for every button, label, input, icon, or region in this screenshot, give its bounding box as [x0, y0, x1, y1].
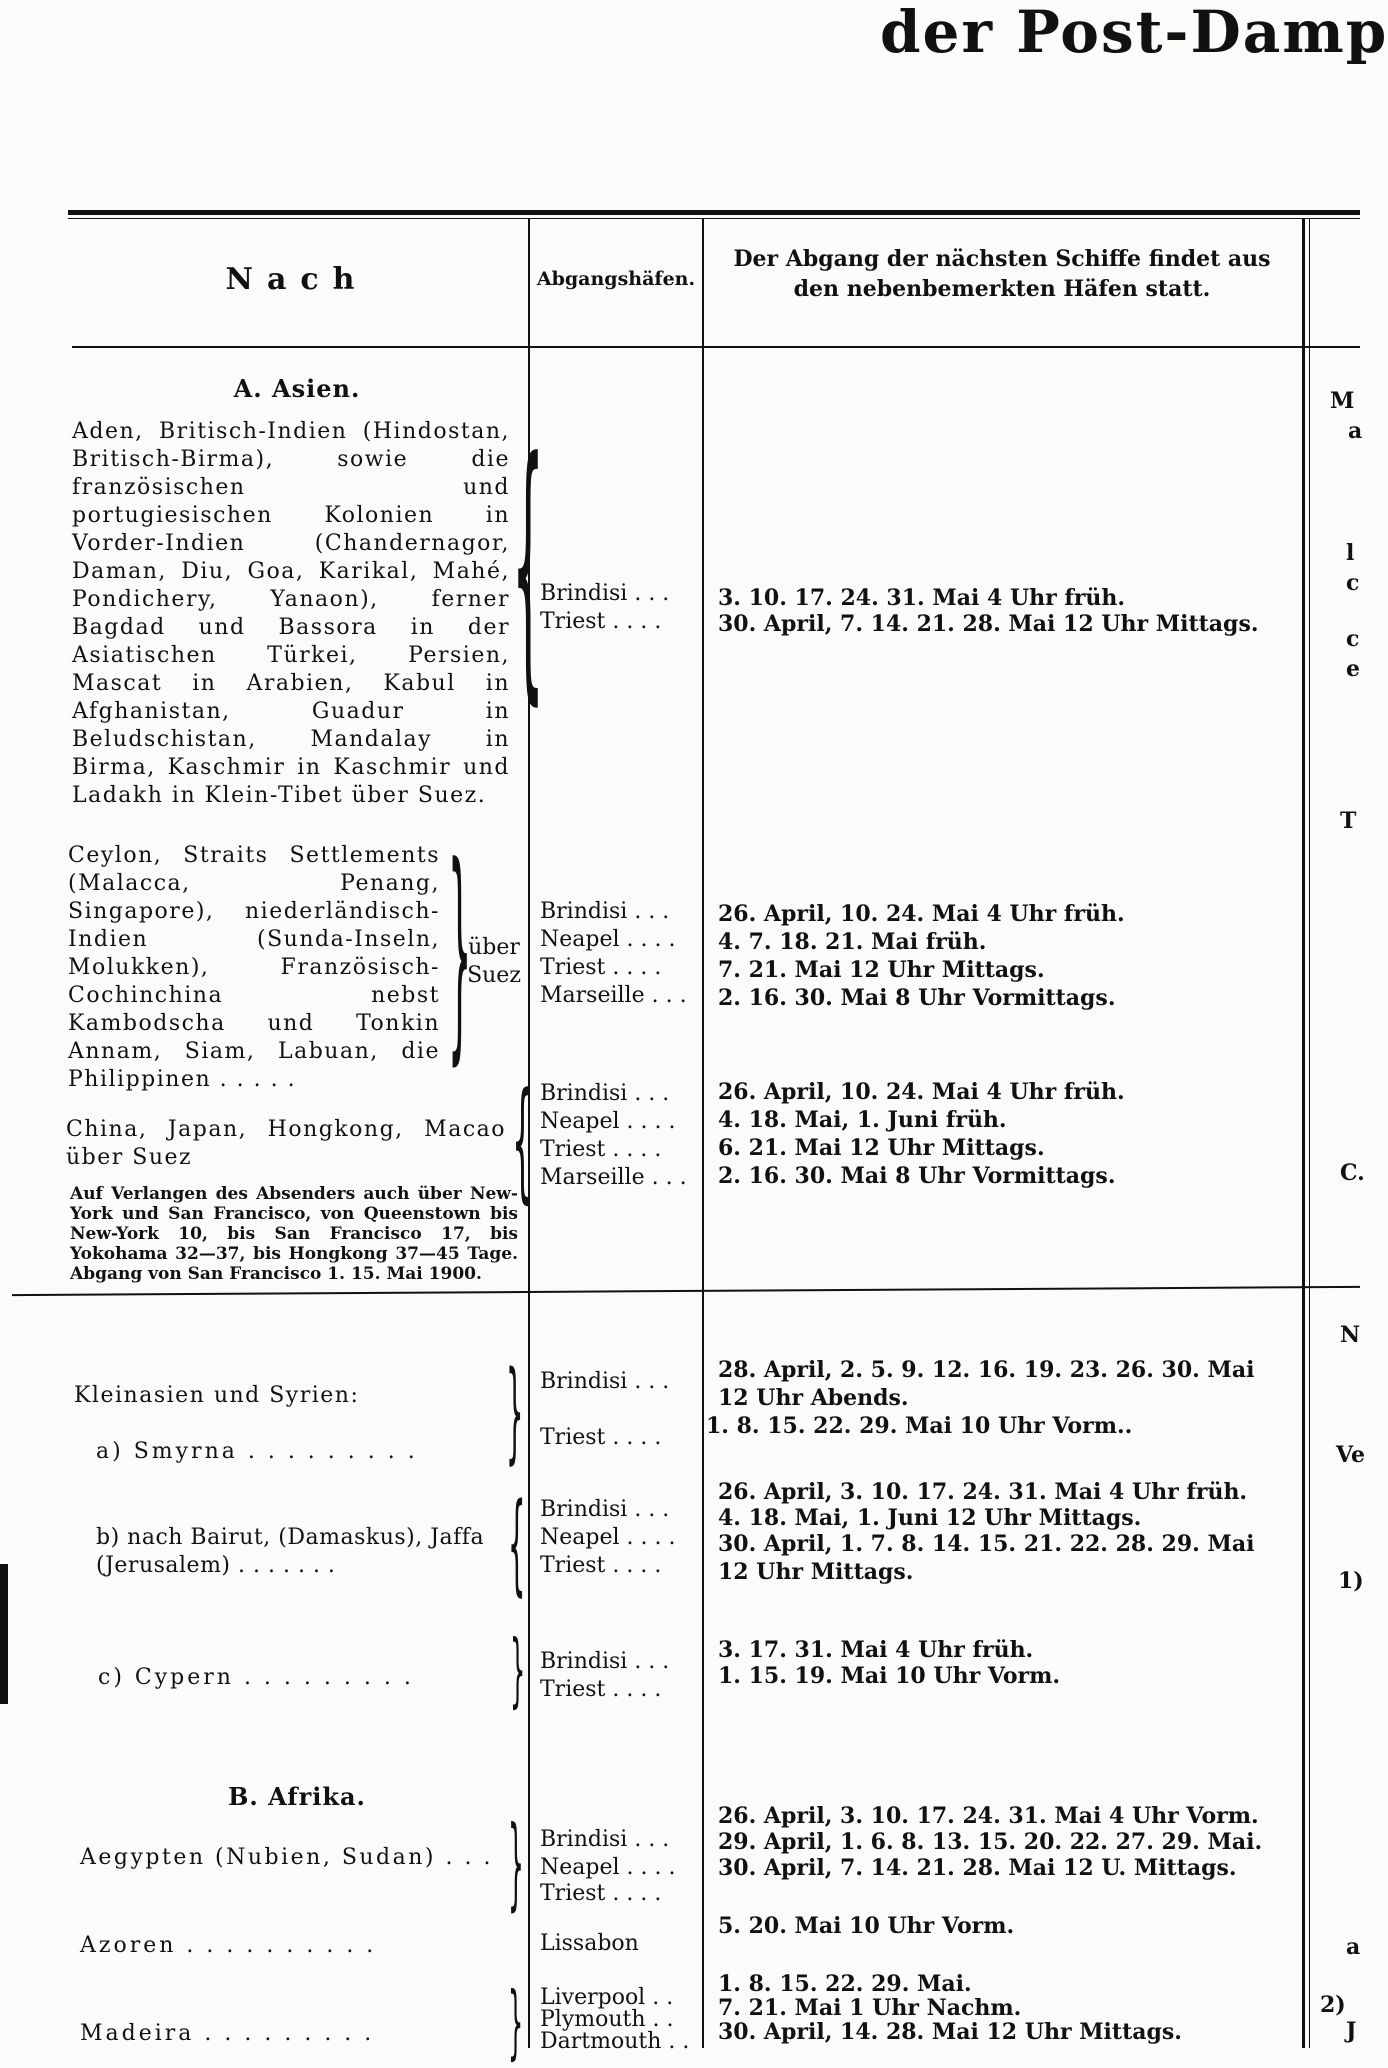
- schedule-ceylon-3: 7. 21. Mai 12 Uhr Mittags.: [718, 957, 1045, 983]
- schedule-aegypten-2: 29. April, 1. 6. 8. 13. 15. 20. 22. 27. 29. Mai.: [718, 1829, 1263, 1855]
- table-top-rule: [68, 210, 1360, 215]
- column-header-abgang: Der Abgang der nächsten Schiffe findet aus den nebenbemerkten Häfen statt.: [733, 246, 1271, 302]
- schedule-ceylon-2: 4. 7. 18. 21. Mai früh.: [718, 929, 987, 955]
- margin-fragment: Ve: [1336, 1442, 1366, 1468]
- brace-icon: }: [506, 1347, 524, 1475]
- margin-fragment: 2): [1320, 1992, 1346, 2018]
- brace-icon: {: [508, 1479, 526, 1607]
- destination-china: China, Japan, Hongkong, Macao über Suez: [66, 1117, 506, 1170]
- port-aegypten-1: Brindisi . . .: [540, 1827, 670, 1852]
- brace-icon: }: [448, 818, 472, 1085]
- schedule-kleinasien-1: 28. April, 2. 5. 9. 12. 16. 19. 23. 26. 30. Mai 12 Uhr Abends.: [718, 1357, 1255, 1411]
- brace-icon: }: [508, 1804, 524, 1921]
- schedule-bairut-2: 4. 18. Mai, 1. Juni 12 Uhr Mittags.: [718, 1505, 1142, 1531]
- header-bottom-rule: [72, 346, 1360, 348]
- port-azoren-1: Lissabon: [540, 1931, 639, 1956]
- destination-bairut: b) nach Bairut, (Damaskus), Jaffa (Jerusalem) . . . . . . .: [96, 1525, 485, 1578]
- port-aegypten-3: Triest . . . .: [540, 1881, 662, 1906]
- schedule-kleinasien-2: 1. 8. 15. 22. 29. Mai 10 Uhr Vorm..: [706, 1413, 1133, 1439]
- port-kleinasien-2: Triest . . . .: [540, 1425, 662, 1450]
- schedule-aegypten-3: 30. April, 7. 14. 21. 28. Mai 12 U. Mittags.: [718, 1855, 1237, 1881]
- port-china-2: Neapel . . . .: [540, 1109, 676, 1134]
- port-aegypten-2: Neapel . . . .: [540, 1855, 676, 1880]
- port-cypern-1: Brindisi . . .: [540, 1649, 670, 1674]
- port-china-4: Marseille . . .: [540, 1165, 687, 1190]
- brace-icon: }: [510, 1623, 526, 1716]
- schedule-china-2: 4. 18. Mai, 1. Juni früh.: [718, 1107, 1007, 1133]
- column-rule-3b: [1309, 218, 1310, 2048]
- column-header-abgangshaefen: Abgangshäfen.: [536, 268, 696, 290]
- margin-fragment: C.: [1340, 1160, 1365, 1186]
- section-divider-rule: [12, 1286, 1360, 1296]
- page-title: der Post-Damp: [880, 0, 1388, 66]
- schedule-bairut-1: 26. April, 3. 10. 17. 24. 31. Mai 4 Uhr früh.: [718, 1479, 1248, 1505]
- schedule-madeira-2: 7. 21. Mai 1 Uhr Nachm.: [718, 1995, 1022, 2021]
- port-ceylon-3: Triest . . . .: [540, 955, 662, 980]
- schedule-china-4: 2. 16. 30. Mai 8 Uhr Vormittags.: [718, 1163, 1116, 1189]
- schedule-aden-1: 3. 10. 17. 24. 31. Mai 4 Uhr früh.: [718, 585, 1126, 611]
- brace-icon: {: [512, 1064, 533, 1216]
- port-bairut-1: Brindisi . . .: [540, 1497, 670, 1522]
- destination-ceylon: Ceylon, Straits Settlements (Malacca, Penang, Singapore), niederländisch-Indien (Sunda-Inseln, Molukken), Französisch-Cochinchina nebst Kambodscha und Tonkin Annam, Siam, Labuan, die Philippinen . . . . .: [68, 843, 440, 1092]
- binding-edge-mark: [0, 1564, 8, 1704]
- heading-kleinasien: Kleinasien und Syrien:: [74, 1383, 360, 1408]
- port-madeira-1: Liverpool . .: [540, 1985, 674, 2010]
- destination-madeira: Madeira . . . . . . . . .: [80, 2021, 375, 2046]
- port-china-3: Triest . . . .: [540, 1137, 662, 1162]
- port-cypern-2: Triest . . . .: [540, 1677, 662, 1702]
- destination-azoren: Azoren . . . . . . . . . .: [80, 1933, 377, 1958]
- margin-fragment: T: [1340, 808, 1357, 834]
- schedule-cypern-1: 3. 17. 31. Mai 4 Uhr früh.: [718, 1637, 1034, 1663]
- column-rule-2: [702, 218, 704, 2048]
- port-madeira-2: Plymouth . .: [540, 2007, 674, 2032]
- schedule-ceylon-1: 26. April, 10. 24. Mai 4 Uhr früh.: [718, 901, 1125, 927]
- margin-fragment: e: [1346, 656, 1360, 682]
- destination-cypern: c) Cypern . . . . . . . . .: [98, 1665, 414, 1690]
- brace-icon: {: [512, 403, 545, 729]
- schedule-azoren-1: 5. 20. Mai 10 Uhr Vorm.: [718, 1913, 1015, 1939]
- table-top-rule-thin: [68, 218, 1360, 219]
- port-ceylon-2: Neapel . . . .: [540, 927, 676, 952]
- schedule-aegypten-1: 26. April, 3. 10. 17. 24. 31. Mai 4 Uhr Vorm.: [718, 1803, 1259, 1829]
- section-heading-asia: A. Asien.: [233, 374, 361, 403]
- schedule-china-3: 6. 21. Mai 12 Uhr Mittags.: [718, 1135, 1045, 1161]
- schedule-cypern-2: 1. 15. 19. Mai 10 Uhr Vorm.: [718, 1663, 1061, 1689]
- port-bairut-3: Triest . . . .: [540, 1553, 662, 1578]
- margin-fragment: a: [1348, 418, 1363, 444]
- margin-fragment: N: [1340, 1322, 1361, 1348]
- port-bairut-2: Neapel . . . .: [540, 1525, 676, 1550]
- destination-smyrna: a) Smyrna . . . . . . . . .: [96, 1439, 418, 1464]
- margin-fragment: J: [1346, 2018, 1357, 2044]
- margin-fragment: a: [1346, 1934, 1361, 1960]
- margin-fragment: l: [1346, 540, 1355, 566]
- port-kleinasien-1: Brindisi . . .: [540, 1369, 670, 1394]
- schedule-madeira-1: 1. 8. 15. 22. 29. Mai.: [718, 1971, 972, 1997]
- schedule-ceylon-4: 2. 16. 30. Mai 8 Uhr Vormittags.: [718, 985, 1116, 1011]
- column-rule-3: [1302, 218, 1305, 2048]
- schedule-bairut-3: 30. April, 1. 7. 8. 14. 15. 21. 22. 28. 29. Mai 12 Uhr Mittags.: [718, 1531, 1255, 1585]
- margin-fragment: c: [1346, 626, 1360, 652]
- margin-fragment: M: [1330, 388, 1355, 414]
- port-aden-1: Brindisi . . .: [540, 581, 670, 606]
- port-aden-2: Triest . . . .: [540, 609, 662, 634]
- margin-fragment: c: [1346, 570, 1360, 596]
- port-china-1: Brindisi . . .: [540, 1081, 670, 1106]
- note-china: Auf Verlangen des Absenders auch über New-York und San Francisco, von Queenstown bis New-York 10, bis San Francisco 17, bis Yokohama 32—37, bis Hongkong 37—45 Tage. Abgang von San Francisco 1. 15. Mai 1900.: [70, 1184, 518, 1284]
- brace-icon: }: [508, 1975, 524, 2068]
- schedule-aden-2: 30. April, 7. 14. 21. 28. Mai 12 Uhr Mittags.: [718, 611, 1259, 637]
- destination-aegypten: Aegypten (Nubien, Sudan) . . .: [80, 1845, 493, 1870]
- margin-fragment: 1): [1338, 1568, 1364, 1594]
- column-header-nach: Nach: [225, 262, 369, 297]
- via-suez-label: über Suez: [467, 935, 521, 988]
- section-heading-africa: B. Afrika.: [228, 1782, 366, 1811]
- schedule-madeira-3: 30. April, 14. 28. Mai 12 Uhr Mittags.: [718, 2019, 1182, 2045]
- port-ceylon-4: Marseille . . .: [540, 983, 687, 1008]
- schedule-china-1: 26. April, 10. 24. Mai 4 Uhr früh.: [718, 1079, 1125, 1105]
- port-madeira-3: Dartmouth . .: [540, 2029, 690, 2054]
- port-ceylon-1: Brindisi . . .: [540, 899, 670, 924]
- destination-aden: Aden, Britisch-Indien (Hindostan, Britisch-Birma), sowie die französischen und portugiesischen Kolonien in Vorder-Indien (Chandernagor, Daman, Diu, Goa, Karikal, Mahé, Pondichery, Yanaon), ferner Bagdad und Bassora in der Asiatischen Türkei, Persien, Mascat in Arabien, Kabul in Afghanistan, Guadur in Beludschistan, Mandalay in Birma, Kaschmir in Kaschmir und Ladakh in Klein-Tibet über Suez.: [72, 419, 510, 808]
